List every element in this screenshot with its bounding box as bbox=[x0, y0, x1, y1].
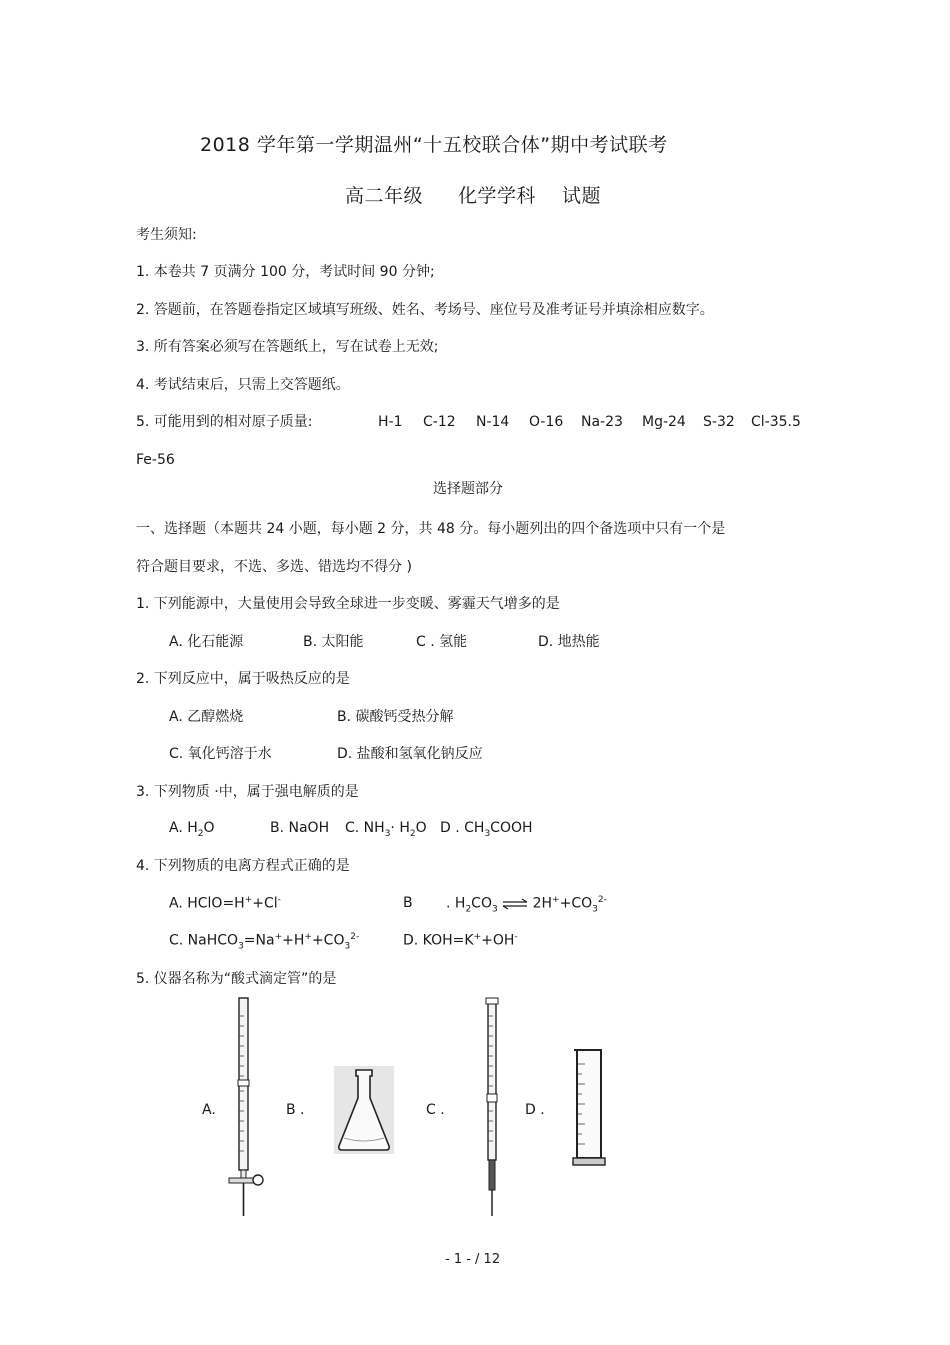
mass-fe: Fe-56 bbox=[136, 452, 175, 468]
q4-option-b-label: B bbox=[403, 895, 413, 911]
mass-mg: Mg-24 bbox=[642, 414, 686, 430]
mass-h: H-1 bbox=[378, 414, 403, 430]
q1-option-c: C . 氢能 bbox=[416, 634, 468, 650]
q4-option-b: . $H_2CO_3$ $2H^++CO_3^{2-}$ bbox=[446, 895, 607, 915]
q5-option-c: C . bbox=[426, 1102, 445, 1118]
q4-stem: 4. 下列物质的电离方程式正确的是 bbox=[136, 858, 350, 874]
subtitle-grade: 高二年级 bbox=[345, 185, 424, 207]
page-number: - 1 - / 12 bbox=[445, 1252, 501, 1267]
mass-c: C-12 bbox=[423, 414, 456, 430]
q4-option-a: A. HClO=H++Cl- bbox=[169, 895, 281, 912]
q5-option-d: D . bbox=[525, 1102, 545, 1118]
q1-option-d: D. 地热能 bbox=[538, 634, 600, 650]
q2-stem: 2. 下列反应中，属于吸热反应的是 bbox=[136, 671, 350, 687]
mass-na: Na-23 bbox=[581, 414, 623, 430]
section-intro-1: 一、选择题（本题共 24 小题，每小题 2 分，共 48 分。每小题列出的四个备选项中只有一个是 bbox=[136, 521, 726, 537]
notice-item-4: 4. 考试结束后，只需上交答题纸。 bbox=[136, 377, 350, 393]
mass-cl: Cl-35.5 bbox=[751, 414, 801, 430]
subtitle-subject: 化学学科 bbox=[458, 185, 537, 207]
section-title: 选择题部分 bbox=[433, 481, 503, 497]
q3-option-a: A. $H_2O$ bbox=[169, 820, 215, 839]
q2-option-d: D. 盐酸和氢氧化钠反应 bbox=[337, 746, 483, 762]
graduated-cylinder-icon bbox=[572, 1046, 606, 1168]
q2-option-b: B. 碳酸钙受热分解 bbox=[337, 709, 454, 725]
q1-option-a: A. 化石能源 bbox=[169, 634, 244, 650]
q3-option-c: C. $NH_3\cdot H_2O$ bbox=[345, 820, 427, 839]
q4-option-d: D. KOH=K++OH- bbox=[403, 932, 518, 949]
acid-burette-icon bbox=[226, 996, 268, 1221]
q5-stem: 5. 仪器名称为“酸式滴定管”的是 bbox=[136, 971, 337, 987]
conical-flask-icon bbox=[334, 1066, 394, 1154]
q4-option-c: C. $NaHCO_3=Na^++H^++CO_3^{2-}$ bbox=[169, 932, 360, 952]
q2-option-c: C. 氧化钙溶于水 bbox=[169, 746, 272, 762]
notice-item-3: 3. 所有答案必须写在答题纸上，写在试卷上无效; bbox=[136, 339, 439, 355]
q2-option-a: A. 乙醇燃烧 bbox=[169, 709, 244, 725]
q1-stem: 1. 下列能源中，大量使用会导致全球进一步变暖、雾霾天气增多的是 bbox=[136, 596, 560, 612]
q3-option-d: D . $CH_3COOH$ bbox=[440, 820, 533, 839]
mass-s: S-32 bbox=[703, 414, 735, 430]
mass-n: N-14 bbox=[476, 414, 510, 430]
notice-item-2: 2. 答题前，在答题卷指定区域填写班级、姓名、考场号、座位号及准考证号并填涂相应数字。 bbox=[136, 302, 714, 318]
base-burette-icon bbox=[478, 996, 508, 1221]
notice-heading: 考生须知: bbox=[136, 227, 197, 243]
q1-option-b: B. 太阳能 bbox=[303, 634, 364, 650]
notice-item-5: 5. 可能用到的相对原子质量: bbox=[136, 414, 313, 430]
mass-o: O-16 bbox=[529, 414, 564, 430]
exam-title: 2018 学年第一学期温州“十五校联合体”期中考试联考 bbox=[200, 134, 668, 156]
subtitle-type: 试题 bbox=[562, 185, 602, 207]
notice-item-1: 1. 本卷共 7 页满分 100 分，考试时间 90 分钟; bbox=[136, 264, 435, 280]
q3-stem: 3. 下列物质 ·中，属于强电解质的是 bbox=[136, 784, 359, 800]
section-intro-2: 符合题目要求，不选、多选、错选均不得分 ) bbox=[136, 559, 412, 575]
equilibrium-arrow-icon bbox=[502, 898, 528, 910]
q5-option-b: B . bbox=[286, 1102, 305, 1118]
q5-option-a: A. bbox=[202, 1102, 216, 1118]
q3-option-b: B. NaOH bbox=[270, 820, 330, 836]
